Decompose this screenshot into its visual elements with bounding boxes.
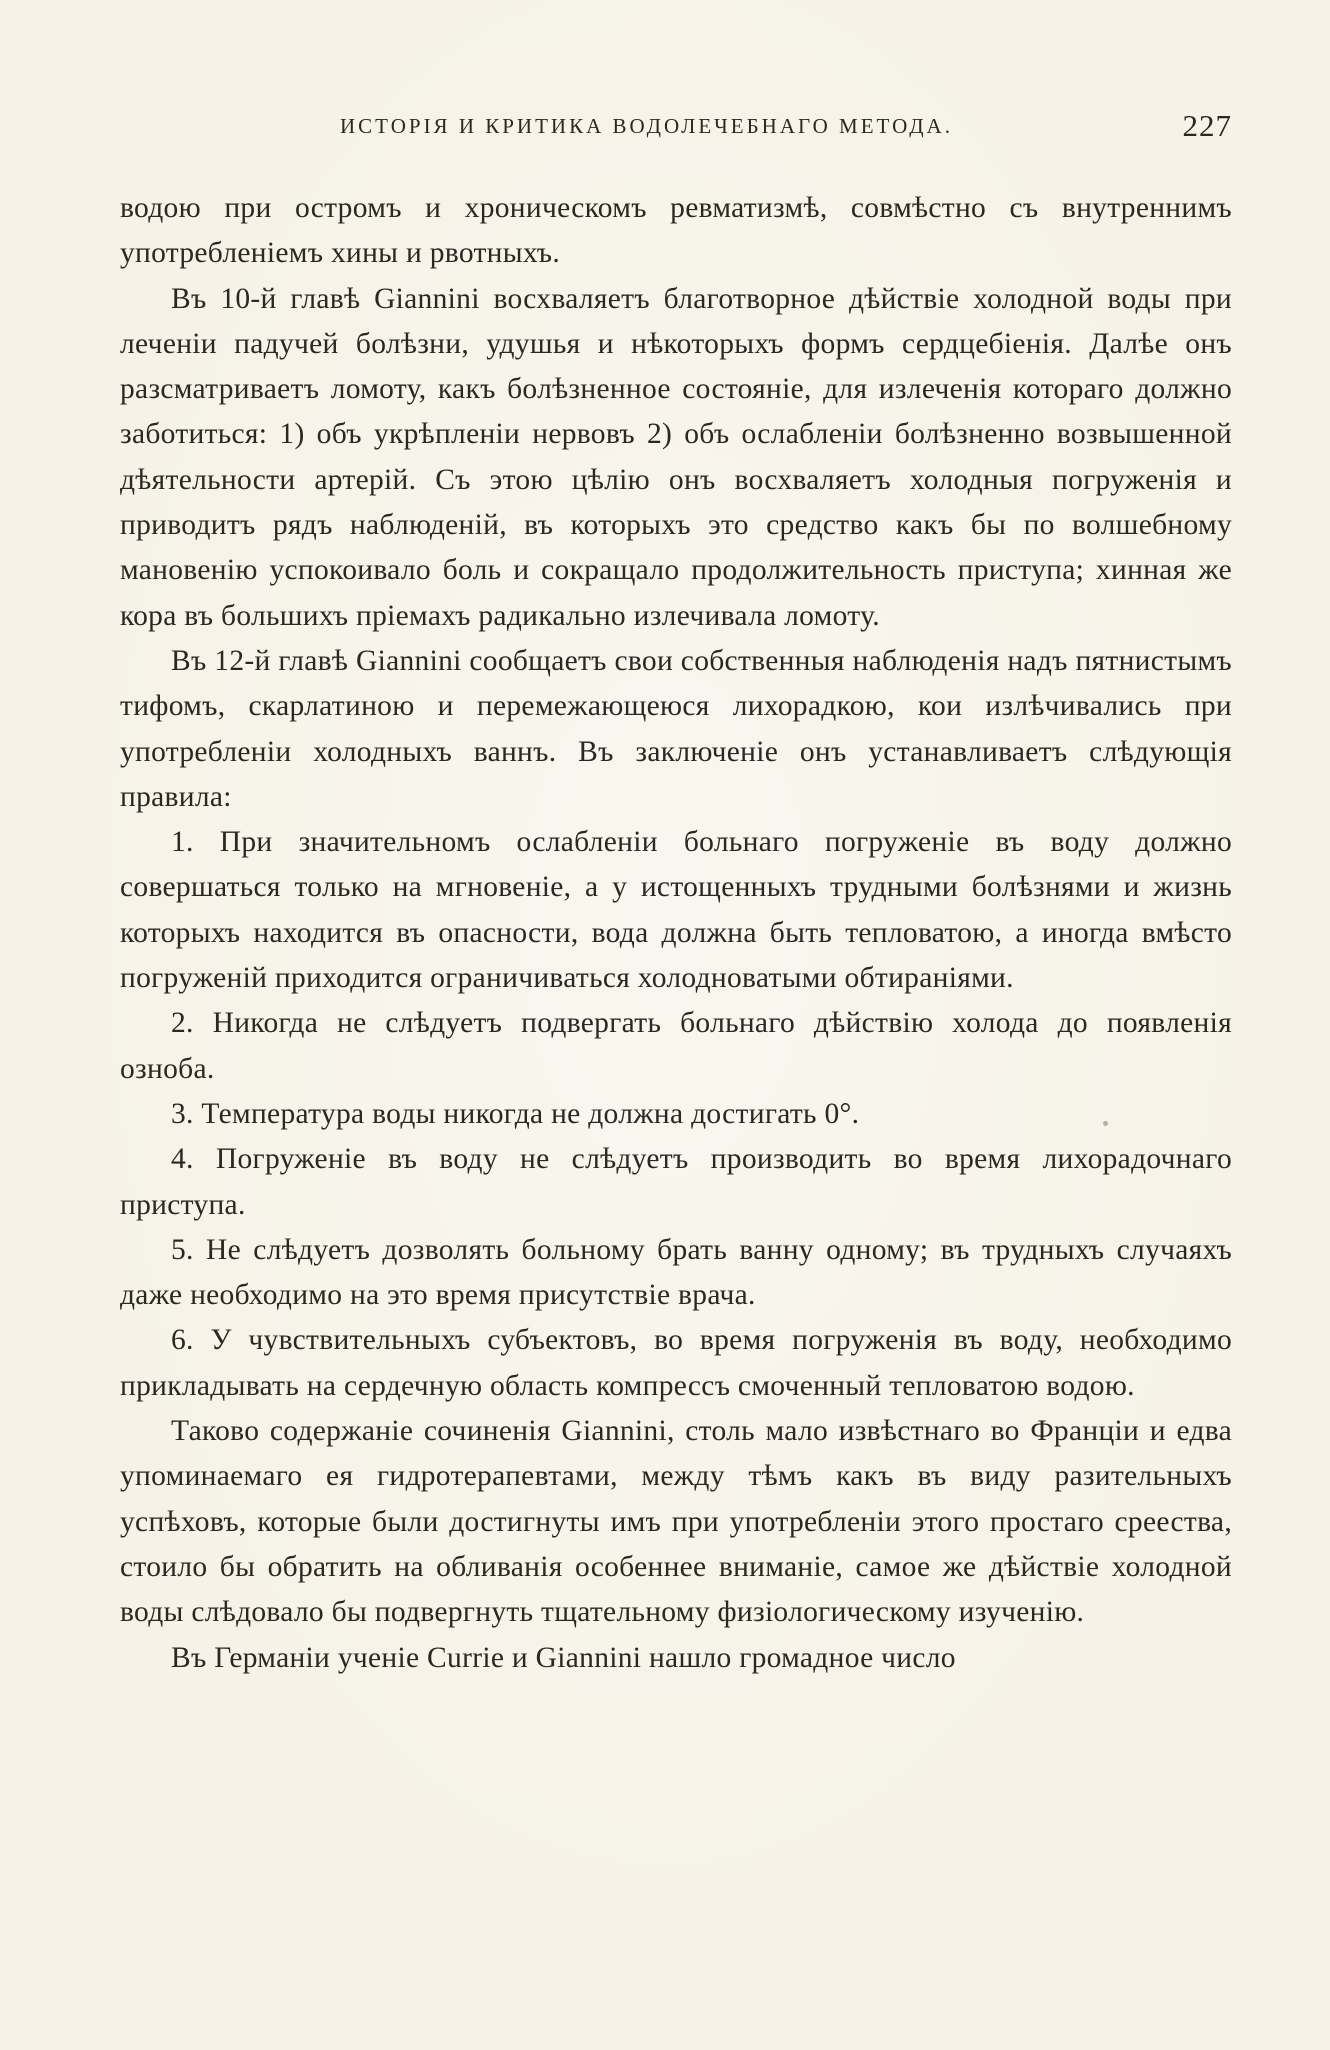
paragraph-chapter-10: Въ 10-й главѣ Giannini восхваляетъ благотворное дѣйствіе холодной воды при леченіи падучей болѣзни, удушья и нѣкоторыхъ формъ сердцебіенія. Далѣе онъ разсматриваетъ ломоту, какъ болѣзненное состояніе, для излеченія котораго должно заботиться: 1) объ укрѣпленіи нервовъ 2) объ ослабленіи болѣзненно возвышенной дѣятельности артерій. Съ этою цѣлію онъ восхваляетъ холодныя погруженія и приводитъ рядъ наблюденій, въ которыхъ это средство какъ бы по волшебному мановенію успокоивало боль и сокращало продолжительность приступа; хинная же кора въ большихъ пріемахъ радикально излечивала ломоту. — [120, 282, 1232, 632]
paragraph-continued: водою при остромъ и хроническомъ ревматизмѣ, совмѣстно съ внутреннимъ употребленіемъ хины и рвотныхъ. — [120, 192, 1232, 270]
rule-item-2: 2. Никогда не слѣдуетъ подвергать больнаго дѣйствію холода до появленія озноба. — [120, 1007, 1232, 1085]
paragraph-summary: Таково содержаніе сочиненія Giannini, столь мало извѣстнаго во Франціи и едва упоминаемаго ея гидротерапевтами, между тѣмъ какъ въ виду разительныхъ успѣховъ, которые были достигнуты имъ при употребленіи этого простаго среества, стоило бы обратить на обливанія особеннее вниманіе, самое же дѣйствіе холодной воды слѣдовало бы подвергнуть тщательному физіологическому изученію. — [120, 1415, 1232, 1629]
page-number: 227 — [1182, 108, 1232, 143]
body-text — [120, 186, 1232, 1681]
running-title: ИСТОРІЯ И КРИТИКА ВОДОЛЕЧЕБНАГО МЕТОДА. — [340, 114, 953, 138]
rule-item-5: 5. Не слѣдуетъ дозволять больному брать ванну одному; въ трудныхъ случаяхъ даже необходимо на это время присутствіе врача. — [120, 1233, 1232, 1312]
rule-item-1: 1. При значительномъ ослабленіи больнаго погруженіе въ воду должно совершаться только на мгновеніе, а у истощенныхъ трудными болѣзнями и жизнь которыхъ находится въ опасности, вода должна быть тепловатою, а иногда вмѣсто погруженій приходится ограничиваться холодноватыми обтираніями. — [120, 826, 1232, 995]
paragraph-chapter-12: Въ 12-й главѣ Giannini сообщаетъ свои собственныя наблюденія надъ пятнистымъ тифомъ, скарлатиною и перемежающеюся лихорадкою, кои излѣчивались при употребленіи холодныхъ ваннъ. Въ заключеніе онъ устанавливаетъ слѣдующія правила: — [120, 644, 1232, 813]
rule-item-3: 3. Температура воды никогда не должна достигать 0°. — [171, 1097, 860, 1130]
page-header — [120, 108, 1232, 148]
rule-item-4: 4. Погруженіе въ воду не слѣдуетъ производить во время лихорадочнаго приступа. — [120, 1143, 1232, 1221]
rule-item-6: 6. У чувствительныхъ субъектовъ, во время погруженія въ воду, необходимо прикладывать на сердечную область компрессъ смоченный тепловатою водою. — [120, 1324, 1232, 1402]
paragraph-germany: Въ Германіи ученіе Currie и Giannini нашло громадное число — [171, 1641, 956, 1674]
ink-speck — [1103, 1121, 1108, 1126]
